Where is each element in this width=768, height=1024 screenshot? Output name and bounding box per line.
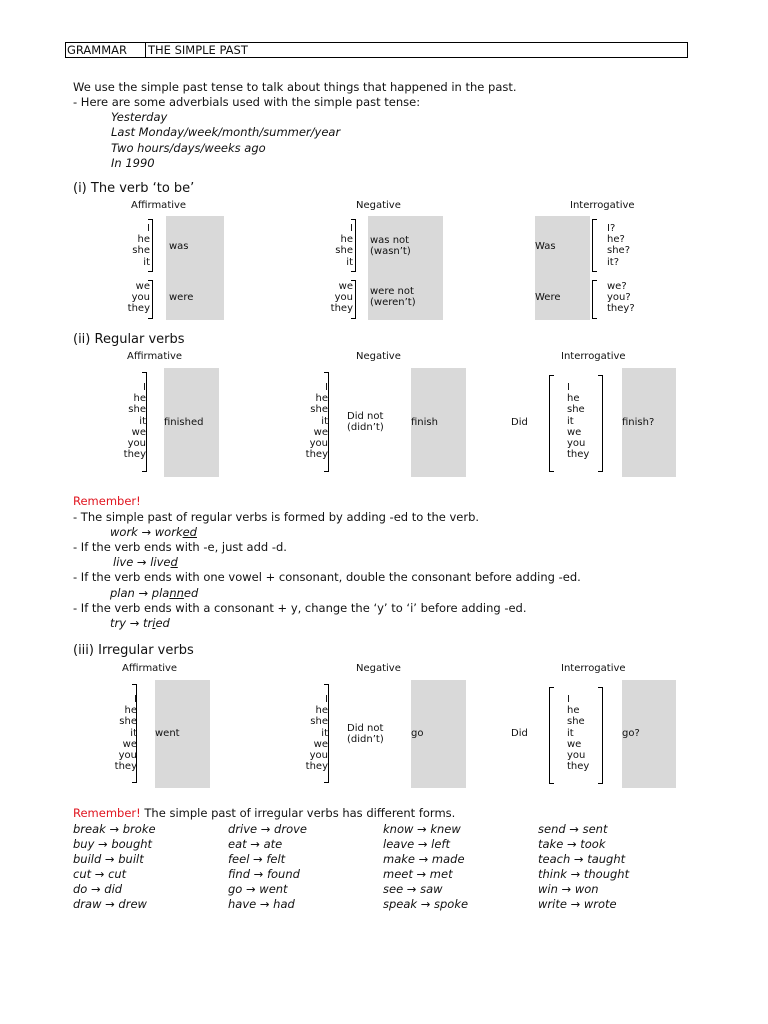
pronoun-list-singular: I he she it — [132, 223, 150, 268]
pronoun-list-plural: we? you? they? — [607, 281, 635, 315]
list-item: leave → left — [383, 837, 450, 851]
verb-were-question: Were — [535, 292, 561, 303]
verb-finished: finished — [164, 417, 204, 428]
list-item: find → found — [228, 867, 300, 881]
list-item: speak → spoke — [383, 897, 469, 911]
list-item: write → wrote — [538, 897, 617, 911]
list-item: teach → taught — [538, 852, 626, 866]
section-heading-irregular-verbs: (iii) Irregular verbs — [73, 643, 194, 658]
header-divider — [145, 42, 146, 58]
pronoun-list: I he she it we you they — [567, 694, 590, 773]
aux-didnt: (didn’t) — [347, 734, 384, 745]
section-heading-to-be: (i) The verb ‘to be’ — [73, 181, 195, 196]
irregular-column-4 — [538, 822, 629, 912]
bracket — [549, 687, 554, 784]
list-item: know → knew — [383, 822, 461, 836]
pronoun-list: I he she it we you they — [305, 694, 328, 773]
aux-did: Did — [511, 417, 528, 428]
bracket — [132, 684, 137, 783]
example-1: work → worked — [110, 525, 197, 539]
remember-label: Remember! — [73, 806, 141, 820]
bracket — [142, 372, 147, 472]
column-interrogative: Interrogative — [561, 351, 626, 362]
column-interrogative: Interrogative — [570, 200, 635, 211]
example-3: plan → planned — [110, 586, 199, 600]
list-item: cut → cut — [73, 867, 127, 881]
example-4: try → tried — [110, 616, 170, 630]
verb-was-question: Was — [535, 241, 556, 252]
intro-line-1: We use the simple past tense to talk about things that happened in the past. — [73, 80, 517, 94]
list-item: see → saw — [383, 882, 443, 896]
header-label: GRAMMAR — [67, 43, 128, 57]
remember-label: Remember! — [73, 494, 141, 508]
list-item: break → broke — [73, 822, 156, 836]
aux-didnt: (didn’t) — [347, 422, 384, 433]
remember-irregular: Remember! The simple past of irregular verbs has different forms. — [73, 806, 456, 820]
list-item: build → built — [73, 852, 144, 866]
column-negative: Negative — [356, 351, 401, 362]
aux-did-not: Did not — [347, 723, 384, 734]
bracket — [351, 280, 356, 319]
list-item: think → thought — [538, 867, 630, 881]
bracket — [592, 219, 597, 272]
verb-were: were — [169, 292, 194, 303]
bracket — [598, 687, 603, 784]
verb-finish-question: finish? — [622, 417, 655, 428]
section-heading-regular-verbs: (ii) Regular verbs — [73, 332, 185, 347]
pronoun-list-singular: I he she it — [335, 223, 353, 268]
list-item: eat → ate — [228, 837, 283, 851]
verb-finish: finish — [411, 417, 438, 428]
bracket — [324, 372, 329, 472]
bracket — [351, 219, 356, 272]
bracket — [592, 280, 597, 319]
irregular-column-2 — [228, 822, 307, 912]
rule-2: - If the verb ends with -e, just add -d. — [73, 540, 287, 554]
pronoun-list-singular: I? he? she? it? — [607, 223, 631, 268]
rule-4: - If the verb ends with a consonant + y, change the ‘y’ to ‘i’ before adding -ed. — [73, 601, 527, 615]
irregular-column-1 — [73, 822, 156, 912]
bracket — [148, 280, 153, 319]
pronoun-list-plural: we you they — [127, 281, 150, 315]
list-item: buy → bought — [73, 837, 153, 851]
list-item: make → made — [383, 852, 465, 866]
aux-did: Did — [511, 728, 528, 739]
pronoun-list: I he she it we you they — [567, 382, 590, 461]
list-item: drive → drove — [228, 822, 307, 836]
page-title: THE SIMPLE PAST — [148, 43, 248, 57]
list-item: have → had — [228, 897, 295, 911]
adverbial: In 1990 — [111, 156, 155, 170]
bracket — [598, 375, 603, 472]
column-affirmative: Affirmative — [122, 663, 178, 674]
list-item: take → took — [538, 837, 606, 851]
verb-werent: (weren’t) — [370, 297, 416, 308]
shaded-box — [535, 216, 590, 320]
verb-go-question: go? — [622, 728, 640, 739]
shaded-box — [166, 216, 224, 320]
pronoun-list-plural: we you they — [330, 281, 353, 315]
list-item: do → did — [73, 882, 123, 896]
pronoun-list: I he she it we you they — [305, 382, 328, 461]
column-negative: Negative — [356, 200, 401, 211]
rule-1: - The simple past of regular verbs is formed by adding -ed to the verb. — [73, 510, 480, 524]
list-item: send → sent — [538, 822, 608, 836]
bracket — [549, 375, 554, 472]
example-2: live → lived — [113, 555, 178, 569]
column-interrogative: Interrogative — [561, 663, 626, 674]
irregular-column-3 — [383, 822, 468, 912]
column-affirmative: Affirmative — [127, 351, 183, 362]
column-negative: Negative — [356, 663, 401, 674]
column-affirmative: Affirmative — [131, 200, 187, 211]
verb-wasnt: (wasn’t) — [370, 246, 411, 257]
verb-were-not: were not — [370, 286, 414, 297]
aux-did-not: Did not — [347, 411, 384, 422]
list-item: win → won — [538, 882, 599, 896]
adverbial: Two hours/days/weeks ago — [111, 141, 266, 155]
rule-3: - If the verb ends with one vowel + consonant, double the consonant before adding -ed. — [73, 570, 581, 584]
pronoun-list: I he she it we you they — [114, 694, 137, 773]
list-item: draw → drew — [73, 897, 147, 911]
list-item: meet → met — [383, 867, 453, 881]
bracket — [324, 684, 329, 783]
pronoun-list: I he she it we you they — [123, 382, 146, 461]
adverbial: Yesterday — [111, 110, 168, 124]
bracket — [148, 219, 153, 272]
verb-was-not: was not — [370, 235, 410, 246]
verb-go: go — [411, 728, 424, 739]
adverbial: Last Monday/week/month/summer/year — [111, 125, 341, 139]
verb-went: went — [155, 728, 180, 739]
list-item: feel → felt — [228, 852, 286, 866]
intro-line-2: - Here are some adverbials used with the simple past tense: — [73, 95, 421, 109]
list-item: go → went — [228, 882, 288, 896]
verb-was: was — [169, 241, 189, 252]
